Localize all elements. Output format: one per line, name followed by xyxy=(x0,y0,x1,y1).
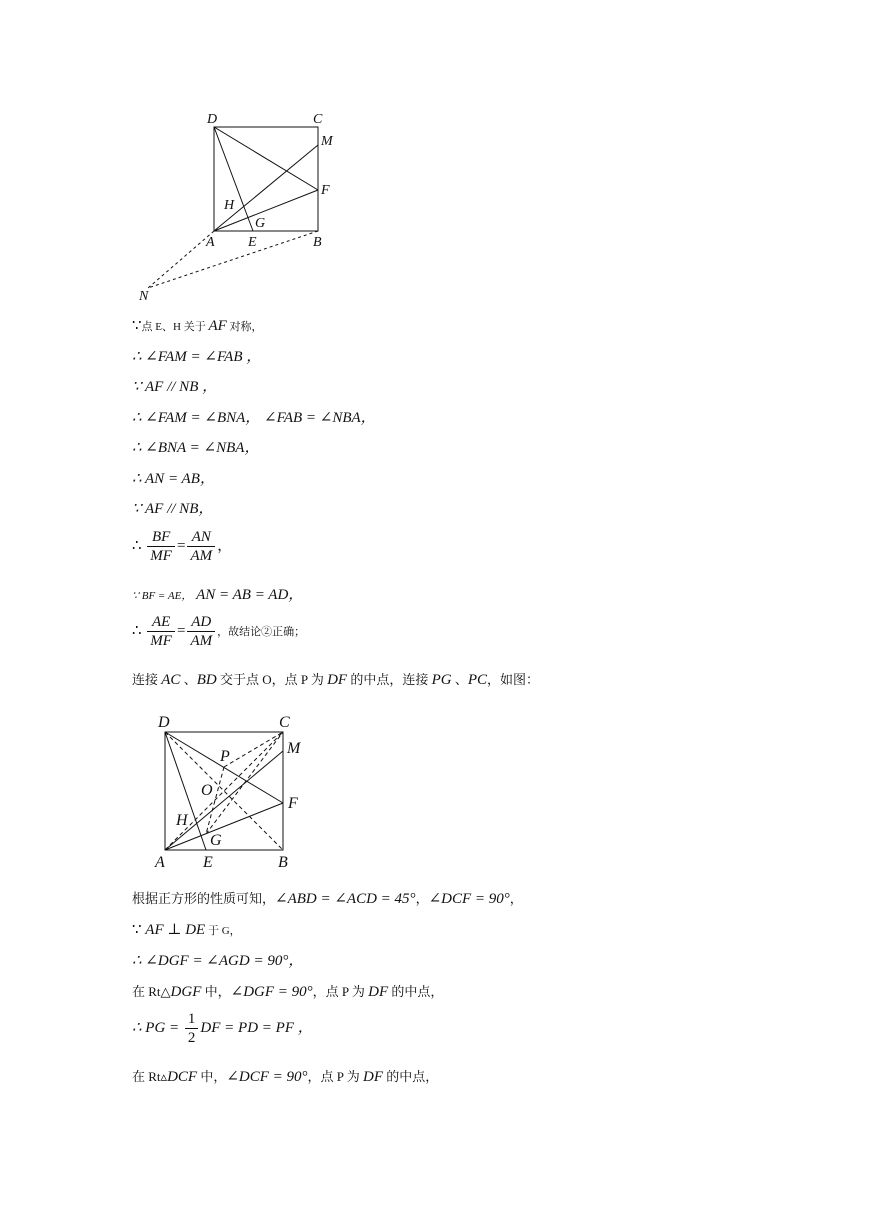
label-h: H xyxy=(224,198,235,213)
proof-line-5: ∴ ∠BNA = ∠NBA， xyxy=(132,440,260,456)
text: ， xyxy=(415,891,429,906)
proof-line-9 xyxy=(132,585,303,606)
text: 在 Rt△ xyxy=(132,984,171,999)
label-m: M xyxy=(321,134,333,149)
fraction-ae-mf xyxy=(147,613,175,650)
text: 点 E、H 关于 xyxy=(141,321,209,333)
label-f: F xyxy=(321,183,330,198)
numerator: AD xyxy=(187,613,215,632)
math: DF xyxy=(327,672,348,688)
math: AF xyxy=(208,318,227,334)
text: 交于点 O，点 P 为 xyxy=(216,672,328,687)
proof-line-7: ∵ AF // NB， xyxy=(132,501,214,517)
proof-line-17 xyxy=(132,1067,438,1087)
label-b: B xyxy=(313,235,322,250)
proof-line-12 xyxy=(132,889,523,909)
figure-square-with-midpoint-p xyxy=(150,710,340,875)
text: ， xyxy=(509,891,523,906)
math: DF xyxy=(368,984,389,1000)
text: 、 xyxy=(180,672,197,687)
math: BD xyxy=(196,672,217,688)
fraction-an-am xyxy=(187,528,215,565)
because-symbol: ∵ xyxy=(132,922,146,938)
segment-pc-dashed xyxy=(224,732,283,767)
text: 于 G， xyxy=(205,925,241,937)
proof-line-8 xyxy=(132,528,232,565)
math: ∠DCF = 90° xyxy=(226,1069,308,1085)
label-m: M xyxy=(287,740,301,757)
text: 、 xyxy=(451,672,468,687)
label-g: G xyxy=(255,216,266,231)
segment-an-dashed xyxy=(148,231,214,288)
label-a: A xyxy=(206,235,215,250)
proof-line-4: ∴ ∠FAM = ∠BNA， ∠FAB = ∠NBA， xyxy=(132,410,376,426)
segment-am xyxy=(165,751,283,850)
label-d: D xyxy=(207,112,218,127)
math: DF = PD = PF ， xyxy=(200,1019,313,1036)
conclusion-text: ，故结论②正确； xyxy=(217,625,306,638)
therefore-symbol: ∴ xyxy=(132,622,142,639)
comma: ， xyxy=(217,537,233,554)
text: 在 Rt▵ xyxy=(132,1069,168,1084)
label-n: N xyxy=(139,289,149,304)
math: DF xyxy=(363,1069,384,1085)
proof-line-11 xyxy=(132,670,539,690)
label-c: C xyxy=(279,714,290,731)
math: AN = AB = AD， xyxy=(196,587,304,603)
numerator: BF xyxy=(147,528,175,547)
math: ∠ABD = ∠ACD = 45° xyxy=(275,891,416,907)
denominator: MF xyxy=(150,548,172,564)
label-b: B xyxy=(278,854,288,871)
therefore-symbol: ∴ xyxy=(132,537,142,554)
segment-bn-dashed xyxy=(148,231,318,288)
proof-line-15 xyxy=(132,982,443,1002)
denominator: AM xyxy=(190,633,213,649)
because-symbol: ∵ xyxy=(132,318,142,334)
label-e: E xyxy=(248,235,257,250)
label-h: H xyxy=(176,812,188,829)
math: PG xyxy=(431,672,452,688)
proof-line-10 xyxy=(132,613,305,650)
proof-line-1 xyxy=(132,316,263,337)
text: 根据正方形的性质可知， xyxy=(132,891,276,906)
math: ∠DCF = 90° xyxy=(428,891,510,907)
proof-line-6: ∴ AN = AB， xyxy=(132,471,215,487)
fraction-ad-am xyxy=(187,613,215,650)
text: 对称， xyxy=(226,321,263,333)
equals: = xyxy=(176,537,186,554)
text: ，点 P 为 xyxy=(307,1069,364,1084)
proof-line-13 xyxy=(132,920,241,941)
text: ，点 P 为 xyxy=(312,984,369,999)
numerator: 1 xyxy=(185,1010,199,1029)
math: PC xyxy=(467,672,488,688)
figure-square-with-point-n xyxy=(130,105,350,305)
label-f: F xyxy=(288,795,298,812)
numerator: AN xyxy=(187,528,215,547)
proof-line-16 xyxy=(132,1010,313,1047)
denominator: 2 xyxy=(187,1030,196,1046)
label-g: G xyxy=(210,832,222,849)
text: 的中点， xyxy=(383,1069,439,1084)
math: ∴ PG = xyxy=(132,1019,180,1036)
label-c: C xyxy=(313,112,323,127)
square-abcd xyxy=(214,127,318,231)
text: 连接 xyxy=(132,672,162,687)
denominator: MF xyxy=(150,633,172,649)
fraction-bf-mf xyxy=(147,528,175,565)
text: 中， xyxy=(201,984,231,999)
text: 的中点， xyxy=(388,984,444,999)
text: 中， xyxy=(197,1069,227,1084)
proof-line-14: ∴ ∠DGF = ∠AGD = 90°， xyxy=(132,953,304,969)
math: AF ⊥ DE xyxy=(145,922,206,938)
denominator: AM xyxy=(190,548,213,564)
math: DGF xyxy=(170,984,202,1000)
math-small: ∵ BF = AE， xyxy=(132,590,193,602)
numerator: AE xyxy=(147,613,175,632)
segment-am xyxy=(214,145,318,231)
math: DCF xyxy=(167,1069,198,1085)
proof-line-2: ∴ ∠FAM = ∠FAB ， xyxy=(132,349,262,365)
math: ∠DGF = 90° xyxy=(230,984,313,1000)
text: ，如图： xyxy=(487,672,540,687)
label-p: P xyxy=(220,748,230,765)
proof-line-3: ∵ AF // NB ， xyxy=(132,379,218,395)
text: 的中点，连接 xyxy=(347,672,432,687)
equals: = xyxy=(176,622,186,639)
label-a: A xyxy=(155,854,165,871)
label-e: E xyxy=(203,854,213,871)
math: AC xyxy=(161,672,181,688)
label-o: O xyxy=(201,782,213,799)
fraction-one-half xyxy=(185,1010,199,1047)
label-d: D xyxy=(158,714,170,731)
